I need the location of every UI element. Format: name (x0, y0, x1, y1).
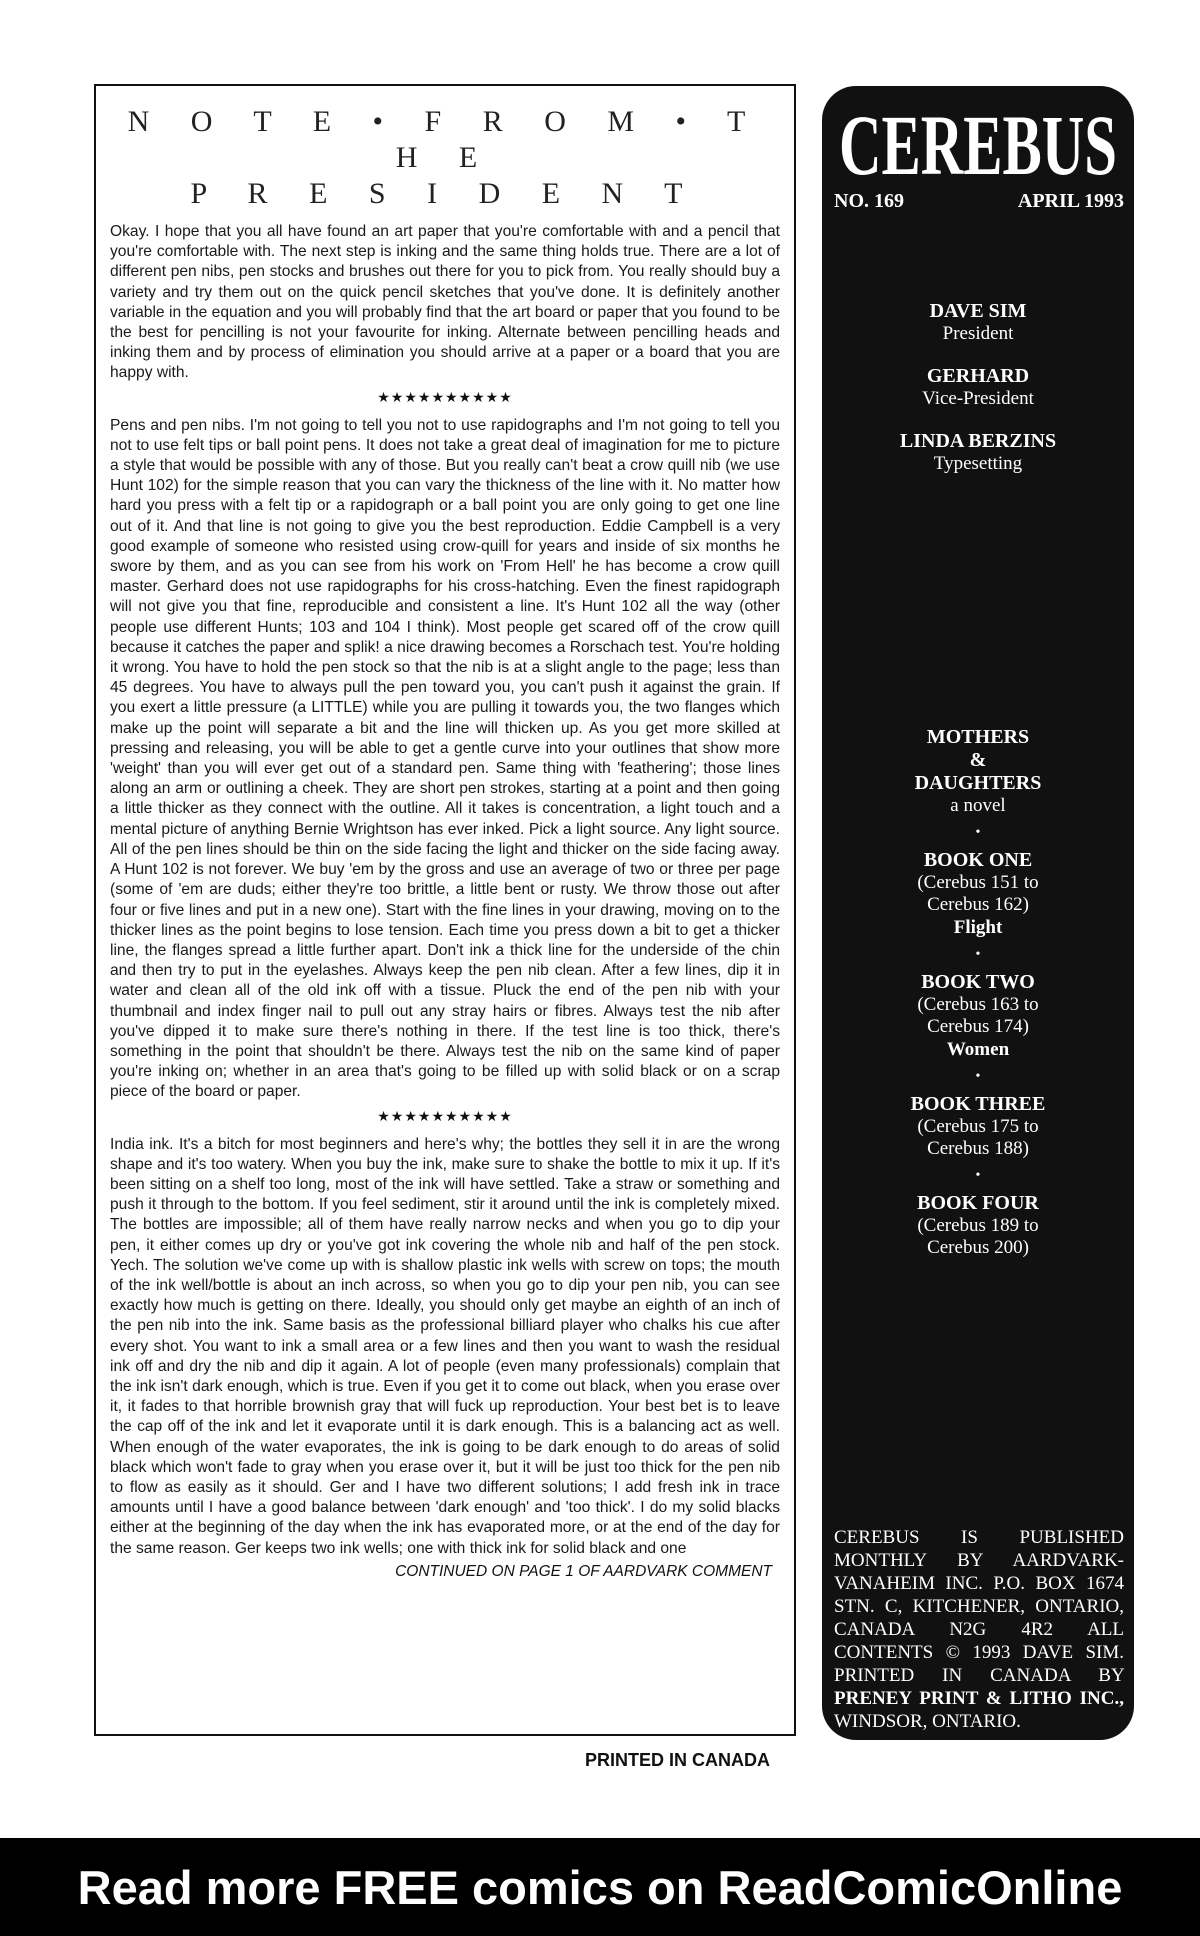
staff-name: DAVE SIM (929, 300, 1027, 322)
book-entry (822, 971, 1134, 1061)
book-range-line2: Cerebus 200) (927, 1237, 1029, 1258)
footer-text[interactable]: Read more FREE comics on ReadComicOnline (77, 1860, 1123, 1914)
staff-entry (822, 430, 1134, 475)
publisher-info (834, 1526, 1124, 1733)
novel-subtitle: a novel (950, 795, 1006, 816)
staff-role: Vice-President (922, 388, 1034, 409)
novel-title-line1: MOTHERS (926, 726, 1030, 748)
book-range-line2: Cerebus 162) (927, 894, 1029, 915)
note-title-line1: N O T E • F R O M • T H E (127, 105, 763, 174)
book-range-line1: (Cerebus 189 to (917, 1215, 1039, 1236)
staff-entry (822, 365, 1134, 410)
note-title-line2: P R E S I D E N T (190, 177, 700, 210)
masthead-panel (822, 86, 1134, 1740)
printer-name: PRENEY PRINT & LITHO INC., (834, 1688, 1124, 1709)
footer-banner[interactable] (0, 1838, 1200, 1936)
book-range-line1: (Cerebus 163 to (917, 994, 1039, 1015)
continued-note: CONTINUED ON PAGE 1 OF AARDVARK COMMENT (395, 1562, 772, 1580)
bullet-icon: • (975, 825, 981, 840)
novel-title-line3: DAUGHTERS (914, 772, 1042, 794)
book-range-line1: (Cerebus 175 to (917, 1116, 1039, 1137)
book-entry (822, 849, 1134, 939)
bullet-icon: • (975, 1168, 981, 1183)
bullet-icon: • (975, 947, 981, 962)
printed-in-canada: PRINTED IN CANADA (585, 1750, 771, 1770)
book-title: BOOK TWO (921, 971, 1035, 993)
book-name: Women (946, 1039, 1010, 1060)
staff-entry (822, 300, 1134, 345)
book-entry (822, 1192, 1134, 1259)
book-name: Flight (953, 917, 1003, 938)
staff-role: President (942, 323, 1014, 344)
staff-role: Typesetting (933, 453, 1023, 474)
issue-row (834, 190, 1124, 213)
note-paragraph-2: Pens and pen nibs. I'm not going to tell you not to use rapidographs and I'm not going to tell you not to use felt tips or ball point pens. It does not take a great deal of imagination for me to picture a style that would be possible with any of those. But you really can't beat a crow quill nib (we use Hunt 102) for the simple reason that you can vary the thickness of the line with it. No matter how hard you press with a felt tip or a rapidograph or a ball point you are only going to get one line out of it. And that line is not going to give you the best reproduction. Eddie Campbell is a very good example of someone who resisted using crow-quill for years and inside of six months he swore by them, and as you can see from his work on 'From Hell' he has become a crow quill master. Gerhard does not use rapidographs for his cross-hatching. Even the finest rapidograph will not give you that fine, reproducible and consistent a line. It's Hunt 102 all the way (other people use different Hunts; 103 and 104 I think). Most people get scared off of the crow quill because it catches the paper and splik! a nice drawing becomes a Rorschach test. You're holding it wrong. You have to hold the pen stock so that the nib is at a slight angle to the page; less than 45 degrees. You have to always pull the pen toward you, you can't push it against the grain. If you exert a little pressure (a LITTLE) while you are pulling it towards you, the two flanges which make up the point will separate a bit and the line will thicken up. As you get more skilled at pressing and releasing, you will be able to get a gentle curve into your outlines that show more 'weight' than you will ever get out of a standard pen. Same thing with 'feathering'; those lines along an arm or outlining a cheek. They are short pen strokes, starting at a point and then going a little thicker as they connect with the outline. All it takes is concentration, a light touch and a mental picture of anything Bernie Wrightson has ever inked. Pick a light source. Any light source. All of the pen lines should be thin on the side facing the light and thicker on the side facing away. A Hunt 102 is not forever. We buy 'em by the gross and use an average of two or three per page (some of 'em are duds; either they're too brittle, a little bent or rusty. We throw those out after four or five lines and put in a new one). Start with the fine lines in your drawing, moving on to the thicker lines as the point begins to lose tension. Each time you press down a bit to get a thicker line, the flanges spread a little further apart. Don't ink a thick line for the underside of the chin and then try to put in the eyelashes. Always keep the pen nib clean. After a few lines, dip it in water and clean all of the old ink off with a tissue. Pluck the end of the pen nib with your thumbnail and index finger nail to pull out any stray hairs or fibres. Always test the nib after you've dipped it to make sure there's nothing in there. If the test line is too thick, there's something in the point that shouldn't be there. Always test the nib on the same kind of paper you're inking on; whether in an area that's going to be filled up with solid black or on a scrap piece of the board or paper. (110, 416, 780, 1101)
printer-location: WINDSOR, ONTARIO. (834, 1711, 1021, 1732)
publisher-text: CEREBUS IS PUBLISHED MONTHLY BY AARDVARK-VANAHEIM INC. P.O. BOX 1674 STN. C, KITCHENER, ONTARIO, CANADA N2G 4R2 ALL CONTENTS © 1993 DAVE SIM. PRINTED IN CANADA BY (834, 1527, 1124, 1686)
staff-list (822, 300, 1134, 495)
issue-number: NO. 169 (834, 190, 904, 212)
book-range-line1: (Cerebus 151 to (917, 872, 1039, 893)
book-title: BOOK FOUR (917, 1192, 1039, 1214)
separator-stars-2: ★★★★★★★★★★ (377, 1107, 513, 1124)
novel-title-line2: & (969, 749, 987, 771)
cerebus-logo (836, 94, 1120, 190)
note-paragraph-1: Okay. I hope that you all have found an art paper that you're comfortable with and a pencil that you're comfortable with. The next step is inking and the same thing holds true. There are a lot of different pen nibs, pen stocks and brushes out there for you to pick from. You really should buy a variety and try them out on the quick pencil sketches that you've done. It is definitely another variable in the equation and you will probably find that the art board or paper that you found to be the best for pencilling is not your favourite for inking. Alternate between pencilling heads and inking them and by process of elimination you should arrive at a paper or a board that you are happy with. (110, 223, 780, 382)
bullet-icon: • (975, 1069, 981, 1084)
note-box (94, 84, 796, 1736)
book-title: BOOK ONE (923, 849, 1033, 871)
book-title: BOOK THREE (910, 1093, 1046, 1115)
staff-name: GERHARD (926, 365, 1030, 387)
note-paragraph-3: India ink. It's a bitch for most beginners and here's why; the bottles they sell it in are the wrong shape and it's too watery. When you buy the ink, make sure to shake the bottle to mix it up. If it's been sitting on a shelf too long, most of the ink will have settled. Take a straw or something and push it through to the bottom. If you feel sediment, stir it around until the ink is completely mixed. The bottles are impossible; all of them have really narrow necks and when you go to dip your pen, it either comes up dry or you've got ink covering the whole nib and half of the pen stock. Yech. The solution we've come up with is shallow plastic ink wells with screw on tops; the mouth of the ink well/bottle is about an inch across, so when you go to dip your pen nib, you can see exactly how much is getting on there. Ideally, you should only get maybe an eighth of an inch of the pen nib into the ink. Same basis as the professional billiard player who chalks his cue after every shot. You want to ink a small area or a few lines and then you want to wash the residual ink off and dry the nib and dip it again. A lot of people (even many professionals) complain that the ink isn't dark enough, which is true. Even if you get it to come out black, when you erase over it, it fades to that horrible brownish gray that will fuck up reproduction. Your best bet is to leave the cap off of the ink and let it evaporate until it is dark enough. This is a balancing act as well. When enough of the water evaporates, the ink is going to be dark enough to do areas of solid black which won't fade to gray when you erase over it, but it will be just too thick for the pen nib to flow as easily as it should. Ger and I have two different solutions; I add fresh ink in trace amounts until I have a good balance between 'dark enough' and 'too thick'. I do my solid blacks either at the beginning of the day when the ink has evaporated more, or at the end of the day for the same reason. Ger keeps two ink wells; one with thick ink for solid black and one (110, 1135, 780, 1557)
book-range-line2: Cerebus 174) (927, 1016, 1029, 1037)
separator-stars-1: ★★★★★★★★★★ (377, 388, 513, 405)
book-range-line2: Cerebus 188) (927, 1138, 1029, 1159)
staff-name: LINDA BERZINS (899, 430, 1057, 452)
issue-date: APRIL 1993 (1017, 190, 1124, 212)
novel-listing (822, 726, 1134, 1259)
book-entry (822, 1093, 1134, 1160)
note-title (110, 104, 780, 212)
logo-text: CEREBUS (839, 97, 1117, 190)
